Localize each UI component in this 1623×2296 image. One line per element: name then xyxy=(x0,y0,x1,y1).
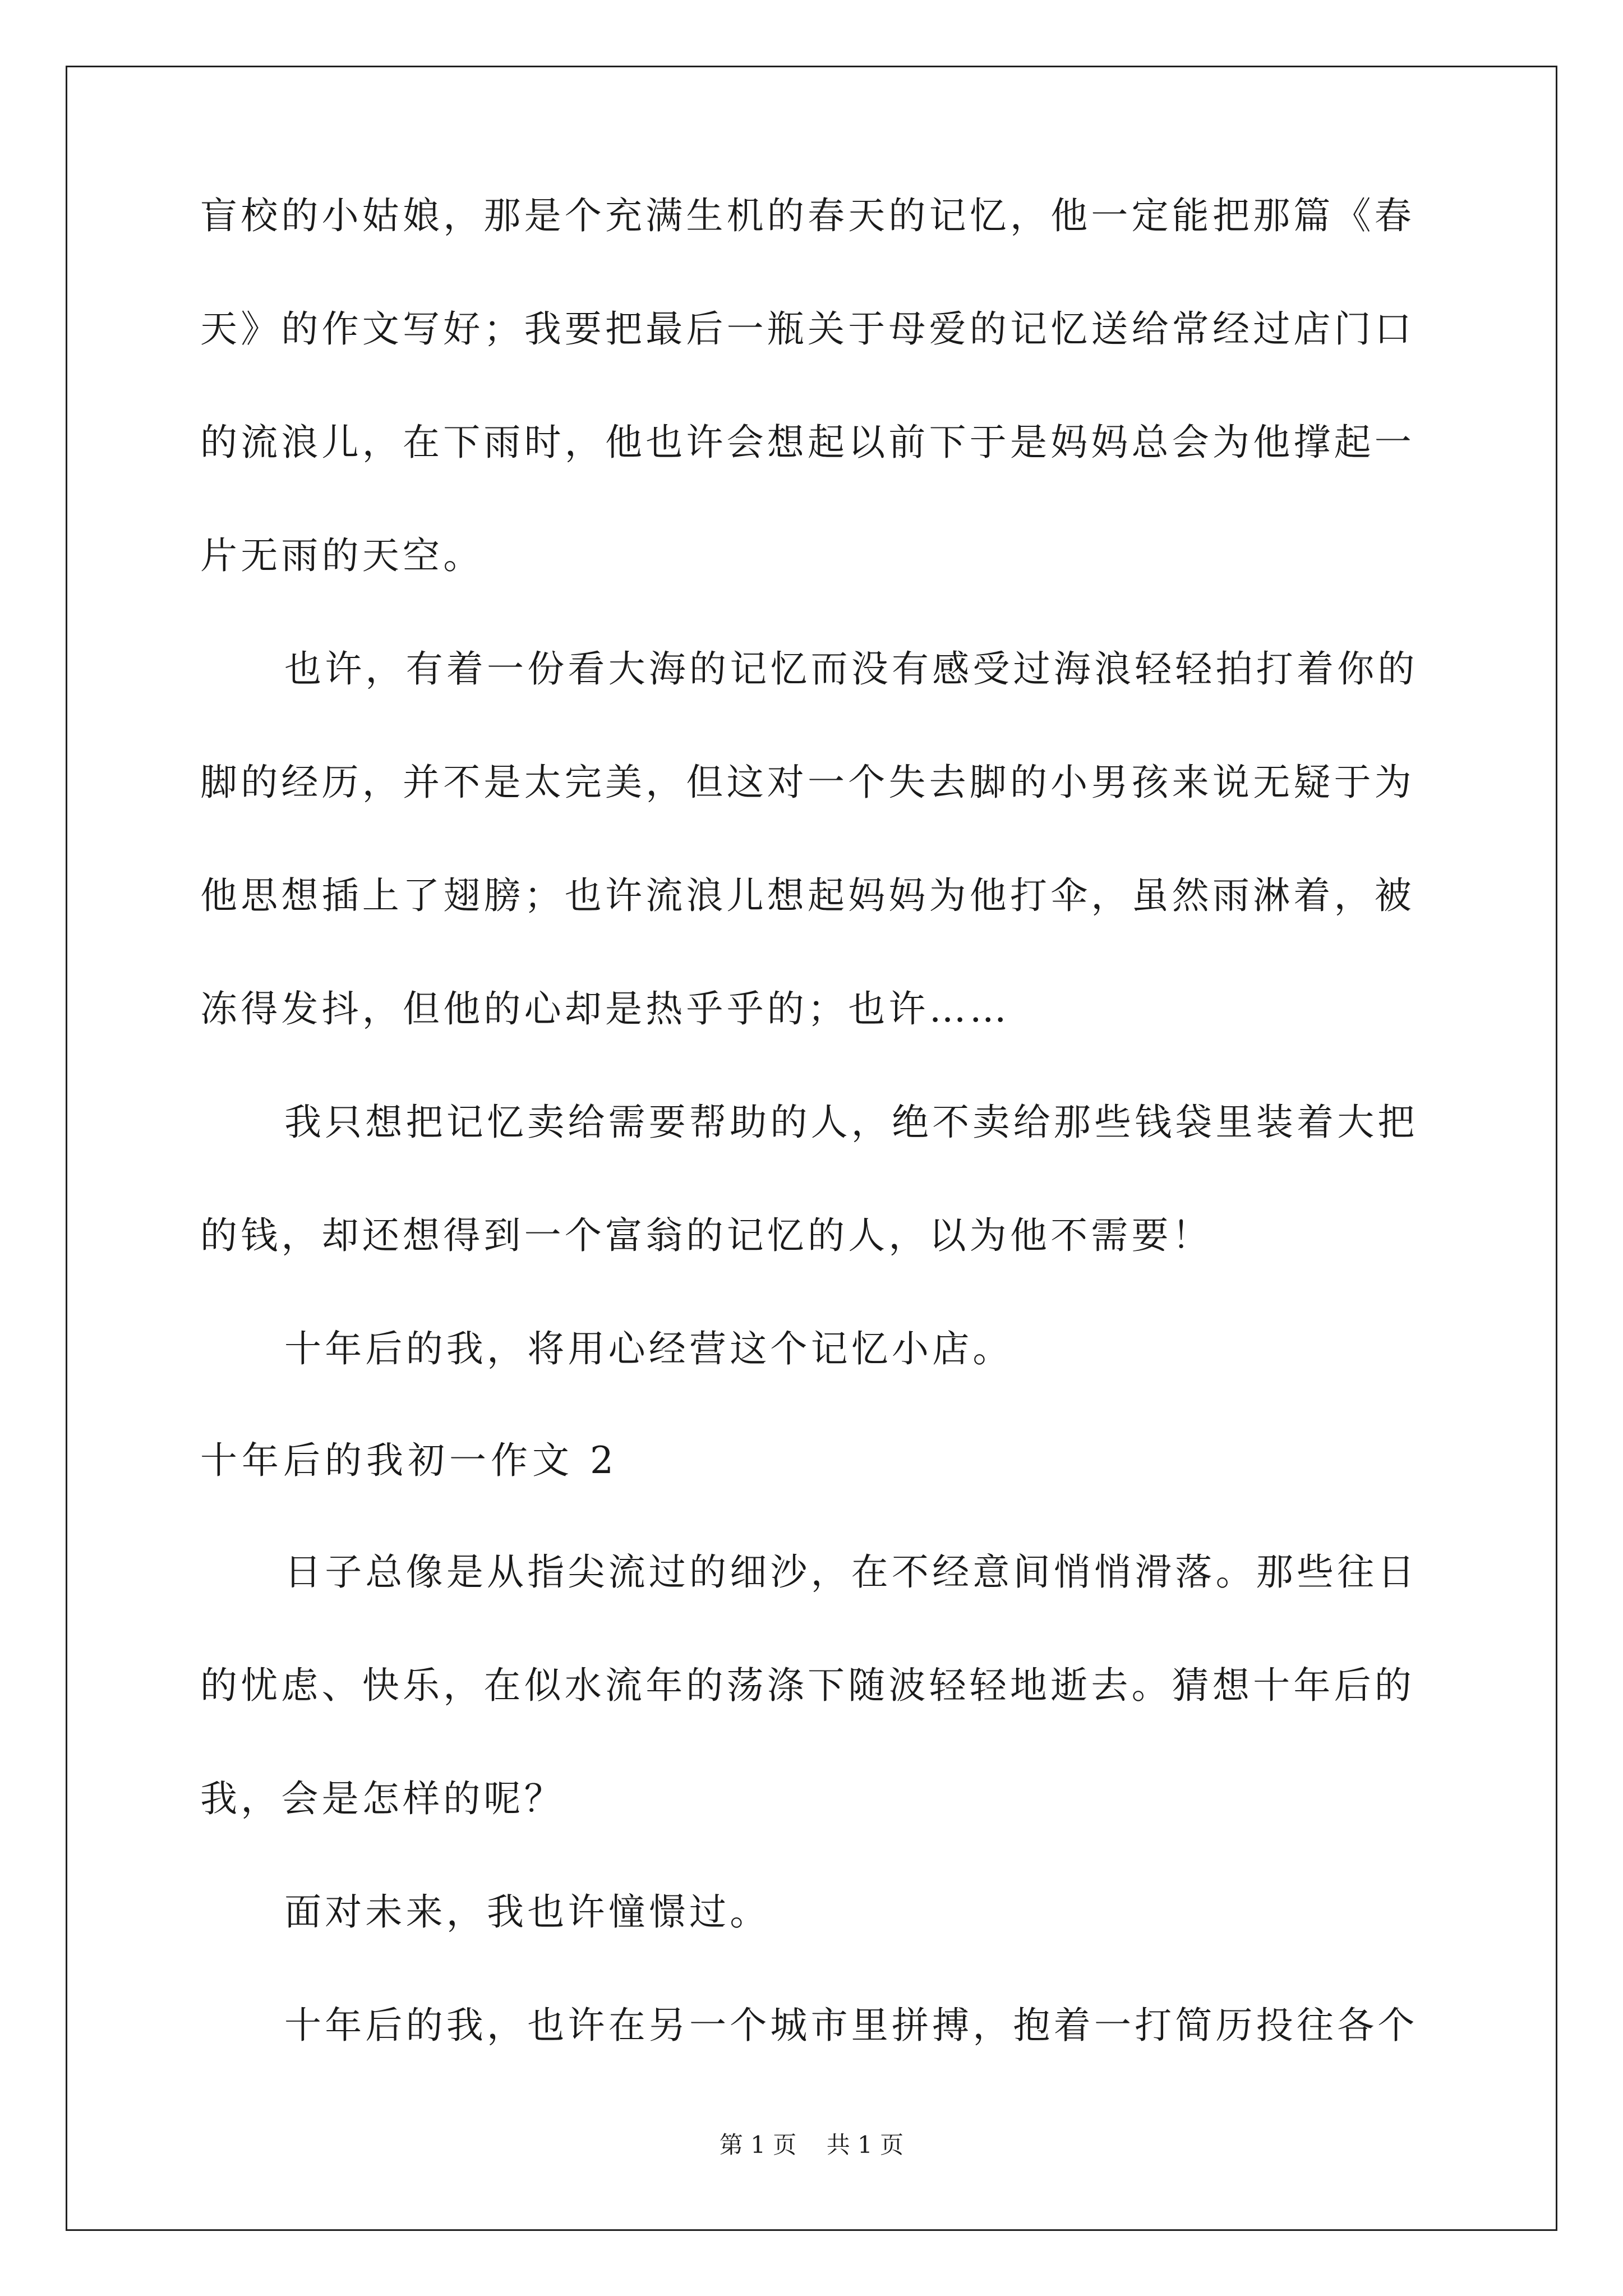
text-line: 的流浪儿，在下雨时，他也许会想起以前下于是妈妈总会为他撑起一 xyxy=(200,421,1415,464)
paragraph-first-line: 面对未来，我也许憧憬过。 xyxy=(284,1890,771,1934)
document-body xyxy=(200,194,1431,2120)
paragraph-first-line: 十年后的我，将用心经营这个记忆小店。 xyxy=(284,1327,1013,1370)
text-line: 他思想插上了翅膀；也许流浪儿想起妈妈为他打伞，虽然雨淋着，被 xyxy=(200,874,1415,917)
paragraph-first-line: 我只想把记忆卖给需要帮助的人，绝不卖给那些钱袋里装着大把 xyxy=(284,1101,1418,1144)
text-line: 的忧虑、快乐，在似水流年的荡涤下随波轻轻地逝去。猜想十年后的 xyxy=(200,1664,1415,1707)
paragraph-first-line: 日子总像是从指尖流过的细沙，在不经意间悄悄滑落。那些往日 xyxy=(284,1550,1418,1594)
text-line: 脚的经历，并不是太完美，但这对一个失去脚的小男孩来说无疑于为 xyxy=(200,761,1415,804)
text-line: 盲校的小姑娘，那是个充满生机的春天的记忆，他一定能把那篇《春 xyxy=(200,194,1415,237)
section-heading: 十年后的我初一作文 2 xyxy=(200,1439,618,1482)
text-line: 片无雨的天空。 xyxy=(200,534,484,577)
paragraph-first-line: 十年后的我，也许在另一个城市里拼搏，抱着一打简历投往各个 xyxy=(284,2004,1418,2047)
text-line: 我，会是怎样的呢？ xyxy=(200,1777,565,1820)
text-line: 的钱，却还想得到一个富翁的记忆的人，以为他不需要！ xyxy=(200,1214,1212,1257)
page-number-footer: 第 1 页 共 1 页 xyxy=(719,2131,904,2159)
text-line: 天》的作文写好；我要把最后一瓶关于母爱的记忆送给常经过店门口 xyxy=(200,307,1415,351)
text-line: 冻得发抖，但他的心却是热乎乎的；也许…… xyxy=(200,987,1010,1030)
paragraph-first-line: 也许，有着一份看大海的记忆而没有感受过海浪轻轻拍打着你的 xyxy=(284,647,1418,691)
